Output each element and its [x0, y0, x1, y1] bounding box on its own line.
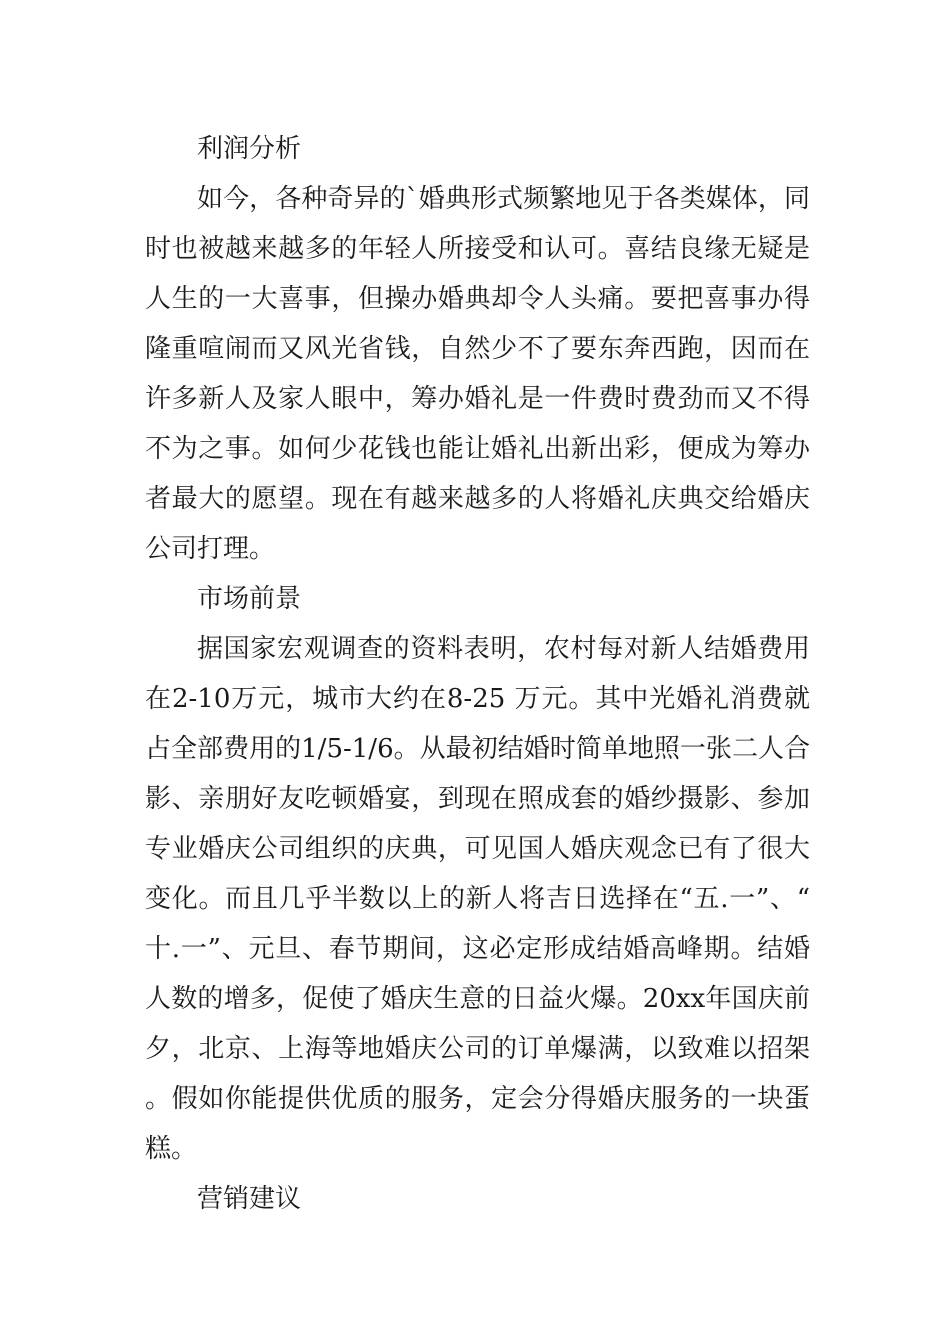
paragraph-market-outlook: 据国家宏观调查的资料表明，农村每对新人结婚费用在2-10万元，城市大约在8-25 万元。其中光婚礼消费就占全部费用的1/5-1/6。从最初结婚时简单地照一张二人合影、亲朋好友吃顿婚宴，到现在照成套的婚纱摄影、参加专业婚庆公司组织的庆典，可见国人婚庆观念已有了很大变化。而且几乎半数以上的新人将吉日选择在“五.一”、“十.一”、元旦、春节期间，这必定形成结婚高峰期。结婚人数的增多，促使了婚庆生意的日益火爆。20xx年国庆前夕，北京、上海等地婚庆公司的订单爆满，以致难以招架。假如你能提供优质的服务，定会分得婚庆服务的一块蛋糕。 — [145, 634, 810, 1164]
paragraph-profit-analysis: 如今，各种奇异的`婚典形式频繁地见于各类媒体，同时也被越来越多的年轻人所接受和认可。喜结良缘无疑是人生的一大喜事，但操办婚典却令人头痛。要把喜事办得隆重喧闹而又风光省钱，自然少不了要东奔西跑，因而在许多新人及家人眼中，筹办婚礼是一件费时费劲而又不得不为之事。如何少花钱也能让婚礼出新出彩，便成为筹办者最大的愿望。现在有越来越多的人将婚礼庆典交给婚庆公司打理。 — [145, 184, 810, 564]
heading-profit-analysis: 利润分析 — [197, 134, 302, 164]
document-body — [145, 124, 810, 1224]
heading-market-outlook: 市场前景 — [197, 584, 302, 614]
heading-marketing-suggestions: 营销建议 — [197, 1184, 302, 1214]
